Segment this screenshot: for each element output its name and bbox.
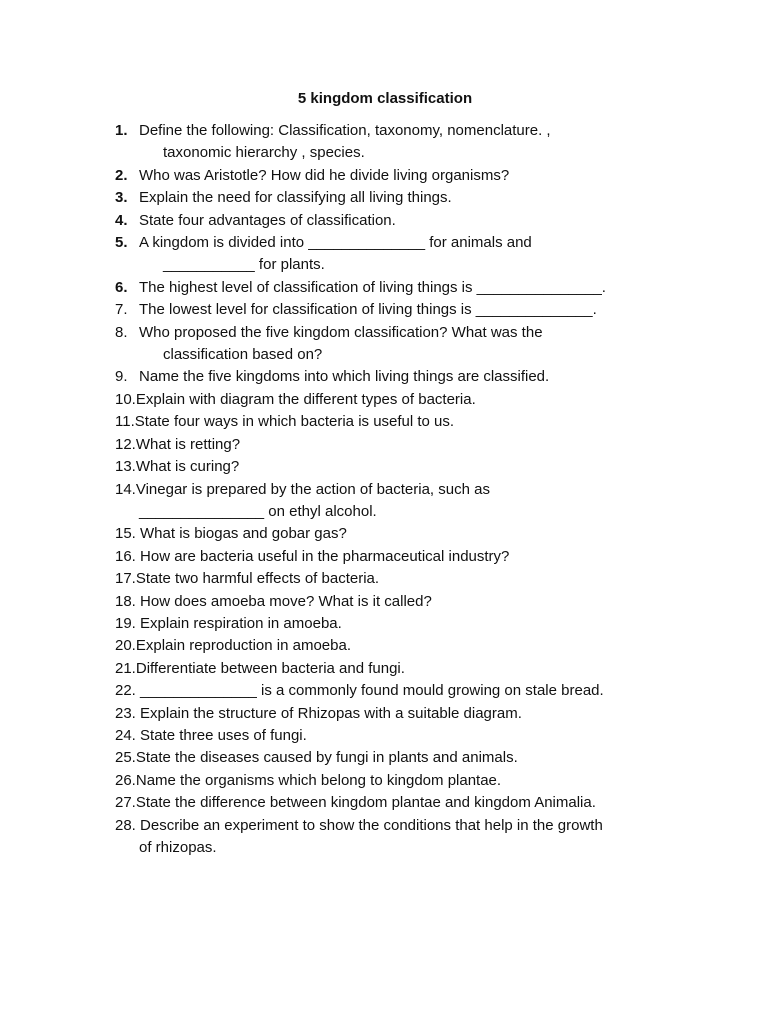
- question-text-continuation: taxonomic hierarchy , species.: [163, 144, 365, 162]
- question-text: Explain with diagram the different types of bacteria.: [135, 390, 476, 408]
- question-number: 16.: [115, 547, 136, 565]
- question-item: [115, 703, 735, 725]
- question-text-continuation: of rhizopas.: [139, 839, 217, 856]
- page-title: 5 kingdom classification: [297, 90, 473, 107]
- question-number: 23.: [115, 704, 136, 722]
- question-text: How are bacteria useful in the pharmaceutical industry?: [135, 547, 510, 565]
- question-number: 14.: [115, 480, 136, 498]
- question-text: ______________ is a commonly found mould growing on stale bread.: [135, 682, 604, 700]
- question-list: [115, 120, 735, 859]
- question-text: Name the five kingdoms into which living things are classified.: [139, 368, 550, 386]
- question-number: 18.: [115, 592, 136, 610]
- question-number: 25.: [115, 749, 136, 767]
- question-text: Explain the structure of Rhizopas with a suitable diagram.: [135, 704, 522, 722]
- question-item: [115, 456, 735, 478]
- question-text: State three uses of fungi.: [135, 726, 307, 744]
- question-item: [115, 613, 735, 635]
- question-item: [115, 792, 735, 814]
- question-number: 9.: [115, 368, 128, 386]
- question-item: [115, 232, 735, 277]
- question-item: [115, 366, 735, 388]
- question-number: 2.: [115, 166, 128, 184]
- question-number: 26.: [115, 771, 136, 789]
- question-text: The lowest level for classification of living things is ______________.: [139, 301, 597, 319]
- question-number: 4.: [115, 211, 128, 229]
- question-number: 15.: [115, 525, 136, 543]
- question-text: State the difference between kingdom plantae and kingdom Animalia.: [135, 794, 596, 812]
- question-item: [115, 546, 735, 568]
- question-item: [115, 434, 735, 456]
- question-item: [115, 187, 735, 209]
- question-text: Vinegar is prepared by the action of bacteria, such as: [135, 480, 490, 498]
- question-number: 21.: [115, 659, 136, 677]
- question-number: 5.: [115, 234, 128, 252]
- question-text: How does amoeba move? What is it called?: [135, 592, 432, 610]
- question-text: A kingdom is divided into ______________ for animals and: [139, 234, 532, 252]
- question-text: Explain respiration in amoeba.: [135, 614, 342, 632]
- question-text: State two harmful effects of bacteria.: [135, 570, 380, 588]
- question-text: Name the organisms which belong to kingdom plantae.: [135, 771, 502, 789]
- question-item: [115, 591, 735, 613]
- question-text: Describe an experiment to show the conditions that help in the growth: [135, 816, 603, 834]
- question-text: State the diseases caused by fungi in plants and animals.: [135, 749, 518, 767]
- question-number: 17.: [115, 570, 136, 588]
- question-number: 22.: [115, 682, 136, 700]
- question-text: State four ways in which bacteria is useful to us.: [134, 413, 455, 431]
- question-item: [115, 479, 735, 524]
- question-text: Explain the need for classifying all living things.: [139, 189, 452, 207]
- question-number: 19.: [115, 614, 136, 632]
- question-text-continuation: _______________ on ethyl alcohol.: [139, 502, 377, 520]
- question-text: Explain reproduction in amoeba.: [135, 637, 351, 655]
- question-text: The highest level of classification of living things is _______________.: [139, 278, 606, 296]
- question-text-continuation: classification based on?: [163, 346, 323, 364]
- question-item: [115, 411, 735, 433]
- question-item: [115, 658, 735, 680]
- question-item: [115, 747, 735, 769]
- question-number: 10.: [115, 390, 136, 408]
- question-number: 27.: [115, 794, 136, 812]
- question-number: 13.: [115, 458, 136, 476]
- question-item: [115, 120, 735, 165]
- question-number: 20.: [115, 637, 136, 655]
- question-item: [115, 277, 735, 299]
- question-text: What is curing?: [135, 458, 240, 476]
- question-number: 11.: [115, 413, 135, 431]
- question-text: Differentiate between bacteria and fungi.: [135, 659, 405, 677]
- question-item: [115, 210, 735, 232]
- question-number: 7.: [115, 301, 128, 319]
- question-number: 28.: [115, 816, 136, 834]
- question-text: What is biogas and gobar gas?: [135, 525, 347, 543]
- question-item: [115, 322, 735, 367]
- question-number: 12.: [115, 435, 136, 453]
- question-number: 1.: [115, 122, 128, 139]
- question-item: [115, 770, 735, 792]
- question-number: 3.: [115, 189, 128, 207]
- question-item: [115, 389, 735, 411]
- question-item: [115, 680, 735, 702]
- question-item: [115, 299, 735, 321]
- question-text-continuation: ___________ for plants.: [163, 256, 325, 274]
- question-text: Who proposed the five kingdom classification? What was the: [139, 323, 543, 341]
- question-number: 8.: [115, 323, 128, 341]
- question-text: What is retting?: [135, 435, 241, 453]
- question-text: Who was Aristotle? How did he divide living organisms?: [139, 166, 510, 184]
- question-item: [115, 725, 735, 747]
- question-item: [115, 165, 735, 187]
- question-number: 6.: [115, 278, 128, 296]
- question-item: [115, 568, 735, 590]
- question-item: [115, 635, 735, 657]
- question-number: 24.: [115, 726, 136, 744]
- question-item: [115, 815, 735, 860]
- question-text: State four advantages of classification.: [139, 211, 396, 229]
- question-text: Define the following: Classification, taxonomy, nomenclature. ,: [139, 122, 551, 139]
- question-item: [115, 523, 735, 545]
